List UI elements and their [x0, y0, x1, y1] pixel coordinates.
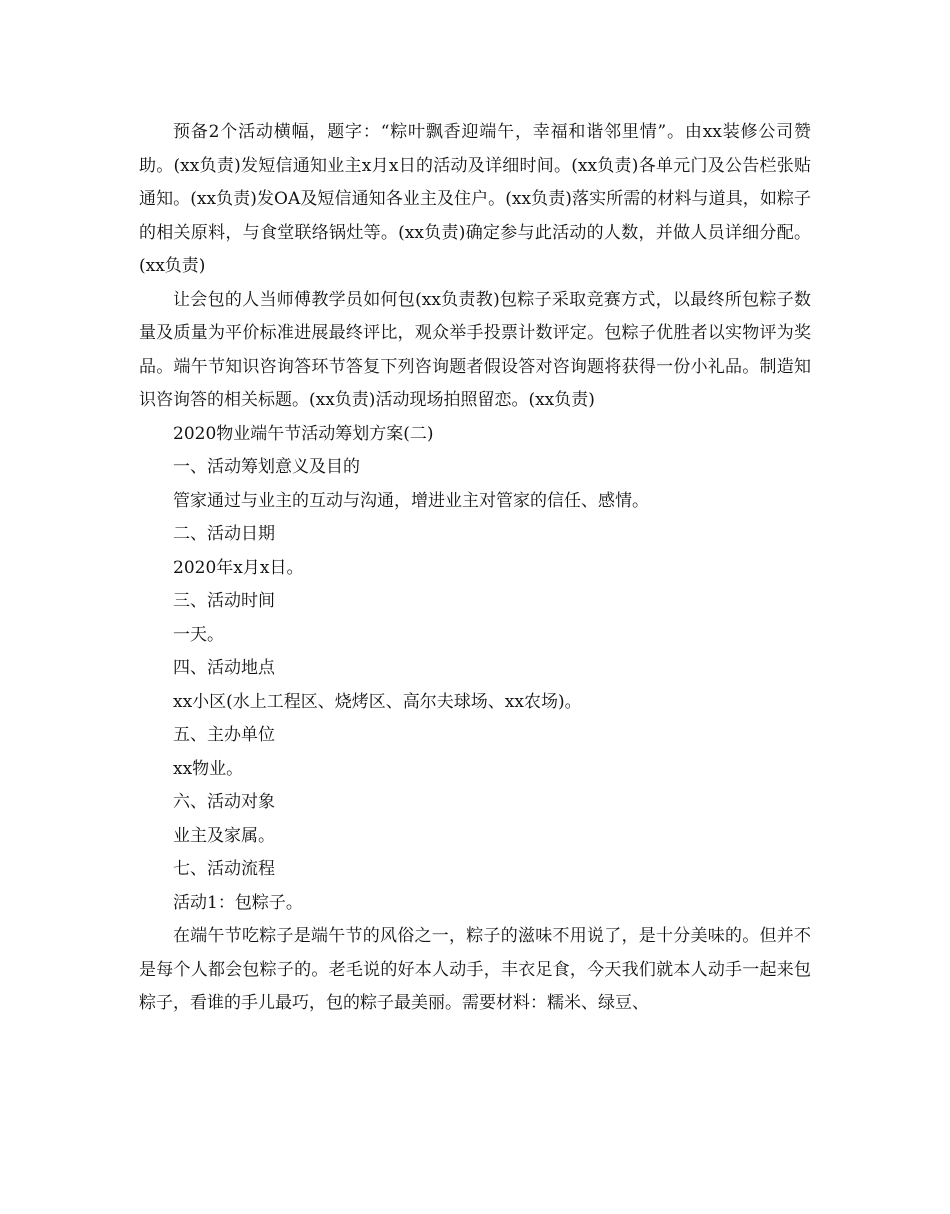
section-heading-organizer: 五、主办单位: [173, 725, 275, 745]
plan-title: 2020物业端午节活动筹划方案(二): [173, 423, 434, 444]
section-text-location: xx小区(水上工程区、烧烤区、高尔夫球场、xx农场)。: [173, 691, 582, 712]
section-text-date: 2020年x月x日。: [173, 557, 304, 578]
section-heading-audience: 六、活动对象: [173, 792, 275, 812]
paragraph-zongzi-competition: 让会包的人当师傅教学员如何包(xx负责教)包粽子采取竞赛方式，以最终所包粽子数量及质量为平价标准进展最终评比，观众举手投票计数评定。包粽子优胜者以实物评为奖品。端午节知识咨询答环节答复下列咨询题者假设答对咨询题将获得一份小礼品。制造知识咨询答的相关标题。(xx负责)活动现场拍照留恋。(xx负责): [139, 289, 811, 410]
section-text-audience: 业主及家属。: [173, 825, 275, 846]
document-body: [139, 116, 811, 1021]
paragraph-banner-preparation: 预备2个活动横幅，题字：“粽叶飘香迎端午，幸福和谐邻里情”。由xx装修公司赞助。(xx负责)发短信通知业主x月x日的活动及详细时间。(xx负责)各单元门及公告栏张贴通知。(xx负责)发OA及短信通知各业主及住户。(xx负责)落实所需的材料与道具，如粽子的相关原料，与食堂联络锅灶等。(xx负责)确定参与此活动的人数，并做人员详细分配。(xx负责): [139, 122, 811, 276]
section-heading-purpose: 一、活动筹划意义及目的: [173, 457, 360, 477]
section-text-organizer: xx物业。: [173, 758, 244, 779]
section-heading-time: 三、活动时间: [173, 591, 275, 611]
paragraph-making-zongzi: 在端午节吃粽子是端午节的风俗之一，粽子的滋味不用说了，是十分美味的。但并不是每个人都会包粽子的。老毛说的好本人动手，丰衣足食，今天我们就本人动手一起来包粽子，看谁的手儿最巧，包的粽子最美丽。需要材料：糯米、绿豆、: [139, 926, 811, 1013]
section-text-purpose: 管家通过与业主的互动与沟通，增进业主对管家的信任、感情。: [173, 490, 649, 511]
activity-1-title: 活动1：包粽子。: [173, 892, 303, 913]
section-text-time: 一天。: [173, 624, 224, 645]
section-heading-process: 七、活动流程: [173, 859, 275, 879]
section-heading-date: 二、活动日期: [173, 524, 275, 544]
section-heading-location: 四、活动地点: [173, 658, 275, 678]
